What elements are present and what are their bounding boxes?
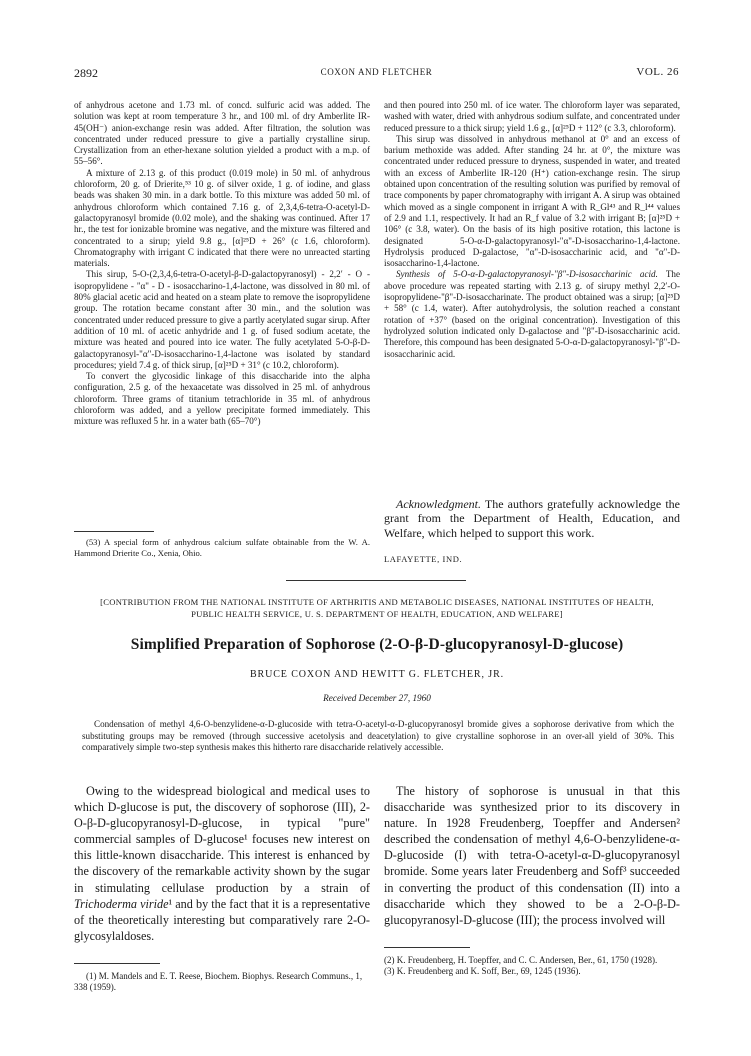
footnote: (2) K. Freudenberg, H. Toepffer, and C. C. Andersen, Ber., 61, 1750 (1928). [384,955,658,965]
paragraph: A mixture of 2.13 g. of this product (0.019 mole) in 50 ml. of anhydrous chloroform, 20 g. of Drierite,⁵³ 10 g. of silver oxide, 1 g. of iodine, and glass beads was shaken 30 min. in a dark bottle. To this mixture was added 50 ml. of anhydrous chloroform which contained 7.16 g. of 2,3,4,6-tetra-O-acetyl-D-galactopyranosyl bromide (0.02 mole), and the shaking was continued. After 17 hr., the test for ionizable bromine was negative, and the mixture was filtered and concentrated to a sirup; yield 9.8 g., [α]²⁵D + 26° (c 1.6, chloroform). Chromatography with irrigant C indicated that there were no unreacted starting materials. [74,167,370,269]
footnotes-right [384,955,680,978]
paragraph: To convert the glycosidic linkage of this disaccharide into the alpha configuration, 2.5 g. of the hexaacetate was dissolved in 25 ml. of anhydrous chloroform. Three grams of titanium tetrachloride in 35 ml. of anhydrous chloroform was added, and a yellow precipitate formed immediately. This mixture was refluxed 5 hr. in a water bath (65–70°) [74,371,370,427]
footnotes-left [74,971,370,994]
contribution-note [74,596,680,621]
abstract [82,719,674,754]
paragraph-text: The above procedure was repeated starting with 2.13 g. of sirupy methyl 2,2′-O-isopropylidene-"β"-D-isosaccharinate. The product obtained was a sirup; [α]²⁵D + 58° (c 1.4, water). After autohydrolysis, the solution reached a constant rotation of +37° (based on the original concentration). Investigation of this hydrolyzed solution indicated only D-galactose and "β"-D-isosaccharinic acid. Therefore, this compound has been designated 5-O-α-D-galactopyranosyl-"β"-D-isosaccharinic acid. [384,269,680,359]
acknowledgment [384,497,680,540]
section-run-in-heading: Synthesis of 5-O-α-D-galactopyranosyl-"β"-D-isosaccharinic acid. [396,269,658,280]
species-name: Trichoderma viride [74,896,169,911]
running-title: COXON AND FLETCHER [320,67,433,77]
received-date: Received December 27, 1960 [323,693,431,703]
paragraph [384,269,680,359]
footnote-rule [74,963,160,964]
body-right-column [384,783,680,928]
volume-label: VOL. 26 [636,66,679,78]
paragraph: This sirup was dissolved in anhydrous methanol at 0° and an excess of barium methoxide was added. After standing 24 hr. at 0°, the mixture was concentrated under reduced pressure to dryness, suspended in water, and treated with an excess of Amberlite IR-120 (H⁺) cation-exchange resin. The sirup obtained upon concentration of the resulting solution was purified by removal of trace components by paper chromatography with irrigant A. A sirup was obtained which moved as a single component in irrigant A with R_Gl⁴³ and R_l⁴⁴ values of 2.9 and 1.1, respectively. It had an R_f value of 3.2 with irrigant B; [α]²⁵D + 106° (c 3.8, water). On the basis of its high positive rotation, this lactone is designated 5-O-α-D-galactopyranosyl-"α"-D-isosaccharino-1,4-lactone. Hydrolysis produced D-galactose, "α"-D-isosaccharinic acid, and "α"-D-isosaccharino-1,4-lactone. [384,133,680,269]
article-title: Simplified Preparation of Sophorose (2-O-β-D-glucopyranosyl-D-glucose) [130,636,624,653]
body-left-column [74,783,370,944]
footnote-rule [384,947,470,948]
contribution-line: PUBLIC HEALTH SERVICE, U. S. DEPARTMENT OF HEALTH, EDUCATION, AND WELFARE] [191,609,563,620]
footnote-53 [74,537,370,558]
paragraph: and then poured into 250 ml. of ice water. The chloroform layer was separated, washed with water, dried with anhydrous sodium sulfate, and concentrated under reduced pressure to a thick sirup; yield 1.6 g., [α]²⁵D + 112° (c 3.3, chloroform). [384,100,680,133]
article-authors: BRUCE COXON AND HEWITT G. FLETCHER, JR. [249,669,505,680]
author-location: LAFAYETTE, IND. [384,554,463,564]
footnote-rule [74,531,154,532]
paragraph: This sirup, 5-O-(2,3,4,6-tetra-O-acetyl-β-D-galactopyranosyl) - 2,2′ - O - isopropylidene - "α" - D - isosaccharino-1,4-lactone, was dissolved in 80 ml. of 80% glacial acetic acid and heated on a steam plate to remove the isopropylidene group. The rotation became constant after 30 min., and the solution was concentrated under reduced pressure to give a partly acetylated sugar sirup. After addition of 10 ml. of acetic anhydride and 1 g. of fused sodium acetate, the mixture was heated and poured into ice water. The fully acetylated 5-O-β-D-galactopyranosyl-"α"-D-isosaccharino-1,4-lactone was isolated by standard procedures; yield 7.4 g. of thick sirup, [α]²⁵D + 31° (c 10.2, chloroform). [74,269,370,370]
paragraph: of anhydrous acetone and 1.73 ml. of concd. sulfuric acid was added. The solution was kept at room temperature 3 hr., and 100 ml. of dry Amberlite IR-45(OH⁻) anion-exchange resin was added. After filtration, the solution was concentrated under reduced pressure to give a partially crystalline sirup. Crystallization from an ether-hexane solution yielded a product with a m.p. of 55–56°. [74,100,370,167]
contribution-line: [CONTRIBUTION FROM THE NATIONAL INSTITUTE OF ARTHRITIS AND METABOLIC DISEASES, NATIONAL INSTITUTES OF HEALTH, [100,597,654,607]
paragraph: The history of sophorose is unusual in that this disaccharide was synthesized prior to its discovery in nature. In 1928 Freudenberg, Toepffer and Andersen² described the condensation of methyl 4,6-O-benzylidene-α-D-glucoside (I) with tetra-O-acetyl-α-D-glucopyranosyl bromide. Some years later Freudenberg and Soff³ succeeded in converting the product of this condensation (II) into a disaccharide which they showed to be a 2-O-β-D-glucopyranosyl-D-glucose (III); the process involved will [384,784,680,927]
top-left-column [74,100,370,428]
acknowledgment-text: The authors gratefully acknowledge the grant from the Department of Health, Education, and Welfare, which helped to support this work. [384,497,680,540]
footnote: (1) M. Mandels and E. T. Reese, Biochem. Biophys. Research Communs., 1, 338 (1959). [74,971,363,993]
running-head [74,66,679,80]
footnote: (3) K. Freudenberg and K. Soff, Ber., 69, 1245 (1936). [384,966,581,977]
article-divider [286,580,466,581]
abstract-text: Condensation of methyl 4,6-O-benzylidene-α-D-glucoside with tetra-O-acetyl-α-D-glucopyranosyl bromide gives a sophorose derivative from which the substituting groups may be removed (through successive acetolysis and deacetylation) to give crystalline sophorose in an over-all yield of 30%. This comparatively simple two-step synthesis makes this hitherto rare disaccharide relatively accessible. [82,719,674,753]
top-right-column [384,100,680,360]
acknowledgment-heading: Acknowledgment. [396,497,481,511]
paragraph: Owing to the widespread biological and medical uses to which D-glucose is put, the discovery of sophorose (III), 2-O-β-D-glucopyranosyl-D-glucose, in typical "pure" commercial samples of D-glucose¹ focuses new interest on this little-known disaccharide. This interest is enhanced by the discovery of the remarkable activity shown by the sugar in stimulating cellulase production by a strain of Trichoderma viride¹ and by the fact that it is a representative of the theoretically interesting but comparatively rare 2-O-glycosylaldoses. [74,784,370,943]
page-number: 2892 [74,66,98,80]
footnote-text: (53) A special form of anhydrous calcium sulfate obtainable from the W. A. Hammond Drierite Co., Xenia, Ohio. [74,537,370,558]
